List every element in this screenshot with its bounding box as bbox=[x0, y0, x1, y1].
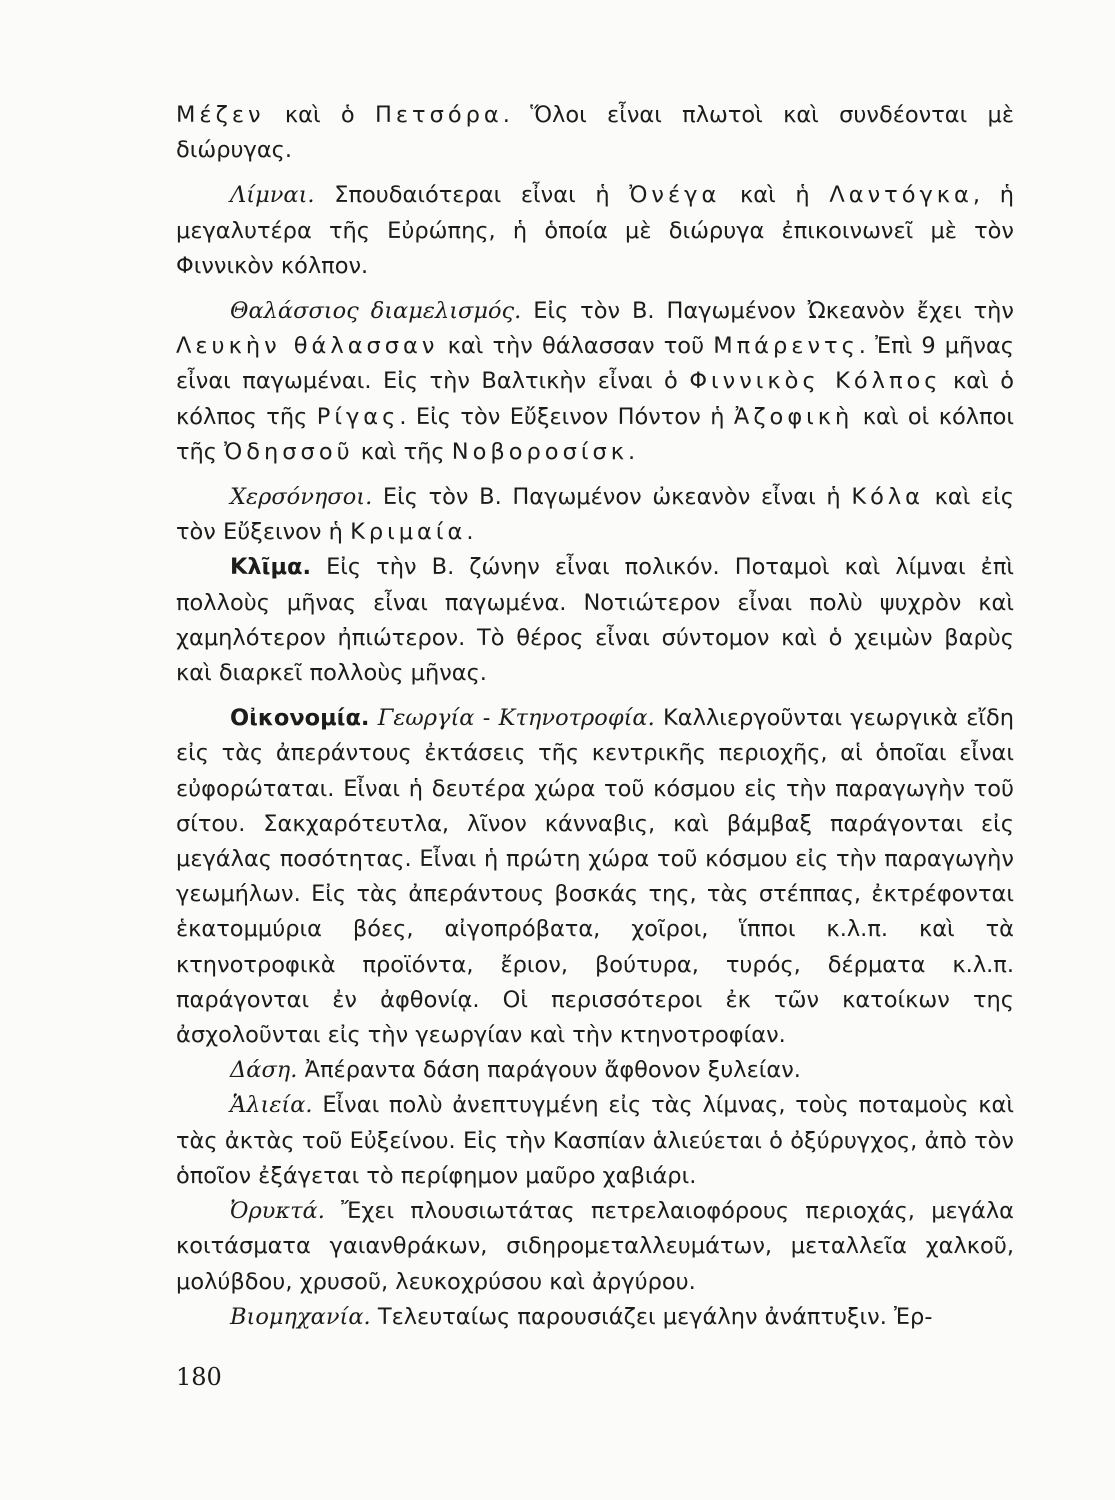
paragraph-minerals bbox=[176, 1194, 1014, 1300]
text-run: Ἀπέραντα δάση παράγουν ἄφθονον ξυλείαν. bbox=[297, 1057, 801, 1084]
paragraph-lakes bbox=[176, 178, 1014, 284]
gulf-name: Ρίγας bbox=[316, 403, 400, 430]
text-run: καὶ ὁ bbox=[264, 102, 375, 128]
text-run: Εἰς τὸν Β. Παγωμένον ὠκεανὸν εἶναι ἡ bbox=[372, 484, 852, 511]
text-run: . bbox=[466, 519, 474, 546]
text-run: Εἶναι πολὺ ἀνεπτυγμένη εἰς τὰς λίμνας, τοὺς ποταμοὺς καὶ τὰς ἀκτὰς τοῦ Εὐξείνου. Εἰς τὴν Κασπίαν ἁλιεύεται ὁ ὀξύρυγχος, ἀπὸ τὸν ὁποῖον ἐξάγεται τὸ περίφημον μαῦρο χαβιάρι. bbox=[176, 1092, 1014, 1189]
river-name: Μέζεν bbox=[176, 102, 265, 128]
paragraph-coastline bbox=[176, 294, 1014, 470]
section-heading: Ὀρυκτά. bbox=[230, 1198, 325, 1225]
text-run: . Εἰς τὸν Εὔξεινον Πόντον ἡ bbox=[399, 403, 734, 430]
text-run: καὶ ἡ bbox=[720, 182, 830, 209]
gulf-name: Ὀδησσοῦ bbox=[224, 438, 354, 465]
section-heading: Δάση. bbox=[230, 1057, 298, 1084]
paragraph-fishing bbox=[176, 1088, 1014, 1194]
text-run: , ἡ μεγαλυτέρα τῆς Εὐρώπης, ἡ ὁποία μὲ διώρυγα ἐπικοινωνεῖ μὲ τὸν Φιννικὸν κόλπον. bbox=[176, 182, 1014, 279]
text-run: καὶ οἱ κόλποι τῆς bbox=[176, 403, 1014, 465]
text-run: . bbox=[627, 438, 636, 465]
page-number: 180 bbox=[176, 1363, 222, 1391]
text-run: Σπουδαιότεραι εἶναι ἡ bbox=[314, 182, 630, 209]
section-heading: Βιομηχανία. bbox=[230, 1303, 371, 1330]
river-name: Πετσόρα bbox=[374, 102, 503, 128]
paragraph-rivers-end bbox=[176, 98, 1014, 168]
text-run: καὶ εἰς τὸν Εὔξεινον ἡ bbox=[176, 484, 1014, 546]
gulf-name: Νοβοροσίσκ bbox=[451, 438, 628, 465]
section-heading: Ἁλιεία. bbox=[230, 1092, 313, 1119]
gulf-name: Φιννικὸς Κόλπος bbox=[689, 368, 942, 395]
paragraph-climate bbox=[176, 550, 1014, 691]
lake-name: Λαντόγκα bbox=[829, 182, 973, 209]
section-heading: Οἰκονομία. bbox=[230, 705, 370, 732]
sea-name: Λευκὴν θάλασσαν bbox=[176, 333, 439, 360]
section-heading: Χερσόνησοι. bbox=[230, 484, 373, 511]
peninsula-name: Κριμαία bbox=[350, 519, 467, 546]
text-run: Καλλιεργοῦνται γεωργικὰ εἴδη εἰς τὰς ἀπεράντους ἐκτάσεις τῆς κεντρικῆς περιοχῆς, αἱ ὁποῖαι εἶναι εὐφορώταται. Εἶναι ἡ δευτέρα χώρα τοῦ κόσμου εἰς τὴν παραγωγὴν τοῦ σίτου. Σακχαρότευτλα, λῖνον κάνναβις, καὶ βάμβαξ παράγονται εἰς μεγάλας ποσότητας. Εἶναι ἡ πρώτη χώρα τοῦ κόσμου εἰς τὴν παραγωγὴν γεωμήλων. Εἰς τὰς ἀπεράντους βοσκάς της, τὰς στέππας, ἐκτρέφονται ἑκατομμύρια βόες, αἰγοπρόβατα, χοῖροι, ἵπποι κ.λ.π. καὶ τὰ κτηνοτροφικὰ προϊόντα, ἔριον, βούτυρα, τυρός, δέρματα κ.λ.π. παράγονται ἐν ἀφθονίᾳ. Οἱ περισσότεροι ἐκ τῶν κατοίκων της ἀσχολοῦνται εἰς τὴν γεωργίαν καὶ τὴν κτηνοτροφίαν. bbox=[176, 705, 1014, 1049]
lake-name: Ὀνέγα bbox=[629, 182, 721, 209]
text-run: . Ἐπὶ 9 μῆνας εἶναι παγωμέναι. Εἰς τὴν Βαλτικὴν εἶναι ὁ bbox=[176, 333, 1014, 395]
paragraph-forests bbox=[176, 1053, 1014, 1088]
paragraph-industry bbox=[176, 1300, 1014, 1335]
peninsula-name: Κόλα bbox=[851, 484, 924, 511]
text-run: Εἰς τὴν Β. ζώνην εἶναι πολικόν. Ποταμοὶ καὶ λίμναι ἐπὶ πολλοὺς μῆνας εἶναι παγωμένα. Νοτιώτερον εἶναι πολὺ ψυχρὸν καὶ χαμηλότερον ἠπιώτερον. Τὸ θέρος εἶναι σύντομον καὶ ὁ χειμὼν βαρὺς καὶ διαρκεῖ πολλοὺς μῆνας. bbox=[176, 554, 1014, 687]
section-heading: Λίμναι. bbox=[230, 182, 315, 209]
text-run: Ἔχει πλουσιωτάτας πετρελαιοφόρους περιοχάς, μεγάλα κοιτάσματα γαιανθράκων, σιδηρομεταλλευμάτων, μεταλλεῖα χαλκοῦ, μολύβδου, χρυσοῦ, λευκοχρύσου καὶ ἀργύρου. bbox=[176, 1198, 1014, 1295]
section-heading: Θαλάσσιος διαμελισμός. bbox=[230, 298, 522, 325]
text-run: . Ὅλοι εἶναι πλωτοὶ καὶ συνδέονται μὲ διώρυγας. bbox=[176, 102, 1014, 164]
paragraph-economy bbox=[176, 701, 1014, 1053]
section-heading: Κλῖμα. bbox=[230, 554, 312, 581]
text-run: καὶ ὁ κόλπος τῆς bbox=[176, 368, 1015, 430]
page-body bbox=[176, 98, 1014, 1335]
sea-name: Μπάρεντς bbox=[713, 333, 859, 360]
sea-name: Ἀζοφικὴ bbox=[733, 403, 854, 430]
text-run: καὶ τὴν θάλασσαν τοῦ bbox=[438, 333, 714, 360]
paragraph-peninsulas bbox=[176, 480, 1014, 550]
text-run: καὶ τῆς bbox=[353, 438, 452, 465]
text-run: Εἰς τὸν Β. Παγωμένον Ὠκεανὸν ἔχει τὴν bbox=[521, 298, 1015, 325]
text-run: Τελευταίως παρουσιάζει μεγάλην ἀνάπτυξιν. Ἐρ- bbox=[370, 1303, 933, 1330]
section-subheading: Γεωργία - Κτηνοτροφία. bbox=[369, 705, 655, 732]
